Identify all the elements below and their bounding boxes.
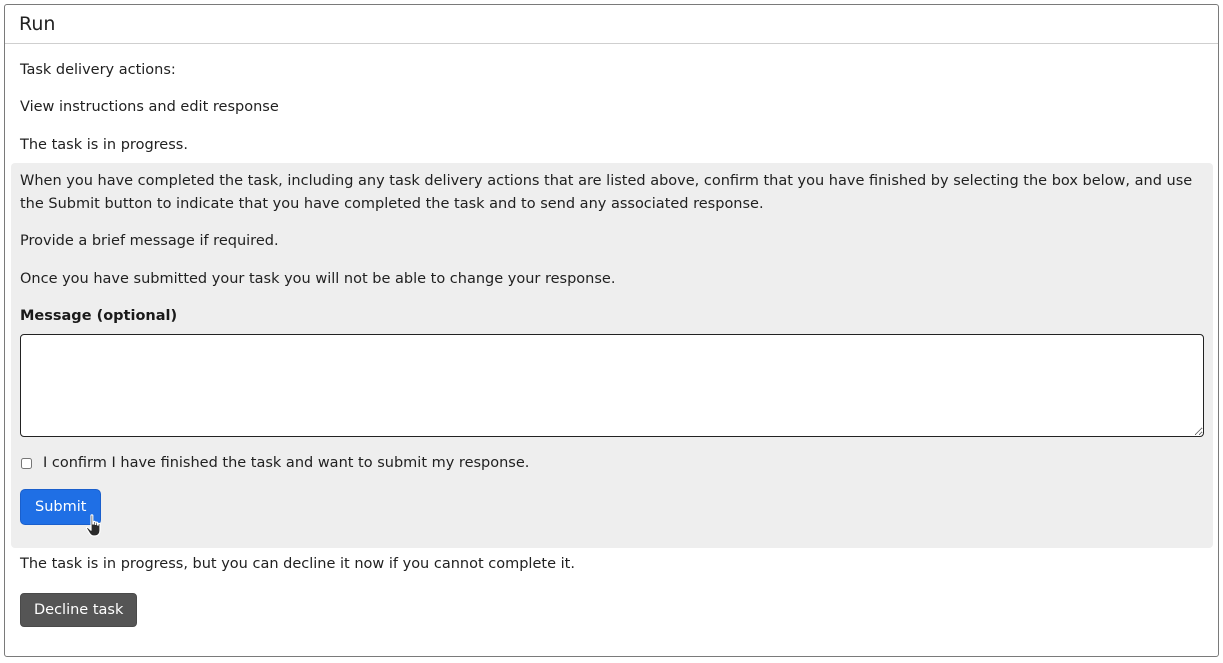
submit-warning: Once you have submitted your task you will not be able to change your response.: [20, 271, 616, 287]
submit-section: [11, 163, 1213, 548]
panel-title: Run: [19, 13, 56, 35]
submit-instructions: When you have completed the task, including any task delivery actions that are listed above, confirm that you have finished by selecting the box below, and use the Submit button to indicate that you have completed the task and to send any associated response.: [20, 173, 1193, 212]
message-textarea[interactable]: [20, 334, 1204, 437]
confirm-row: [20, 453, 1204, 473]
delivery-actions-label: Task delivery actions:: [20, 62, 176, 78]
brief-message-hint: Provide a brief message if required.: [20, 233, 279, 249]
panel-header: [5, 5, 1218, 44]
task-status-text: The task is in progress.: [20, 137, 188, 153]
view-instructions-link[interactable]: View instructions and edit response: [20, 99, 279, 115]
decline-task-button[interactable]: Decline task: [20, 593, 137, 627]
decline-info-text: The task is in progress, but you can decline it now if you cannot complete it.: [20, 556, 575, 572]
message-label: Message (optional): [20, 308, 178, 324]
submit-button[interactable]: [20, 489, 101, 525]
confirm-checkbox[interactable]: [21, 458, 32, 469]
submit-button-label: Submit: [35, 499, 87, 515]
hand-pointer-icon: [85, 514, 105, 538]
panel-body: [5, 59, 1218, 627]
confirm-label[interactable]: I confirm I have finished the task and want to submit my response.: [43, 455, 530, 471]
run-panel: [4, 4, 1219, 657]
